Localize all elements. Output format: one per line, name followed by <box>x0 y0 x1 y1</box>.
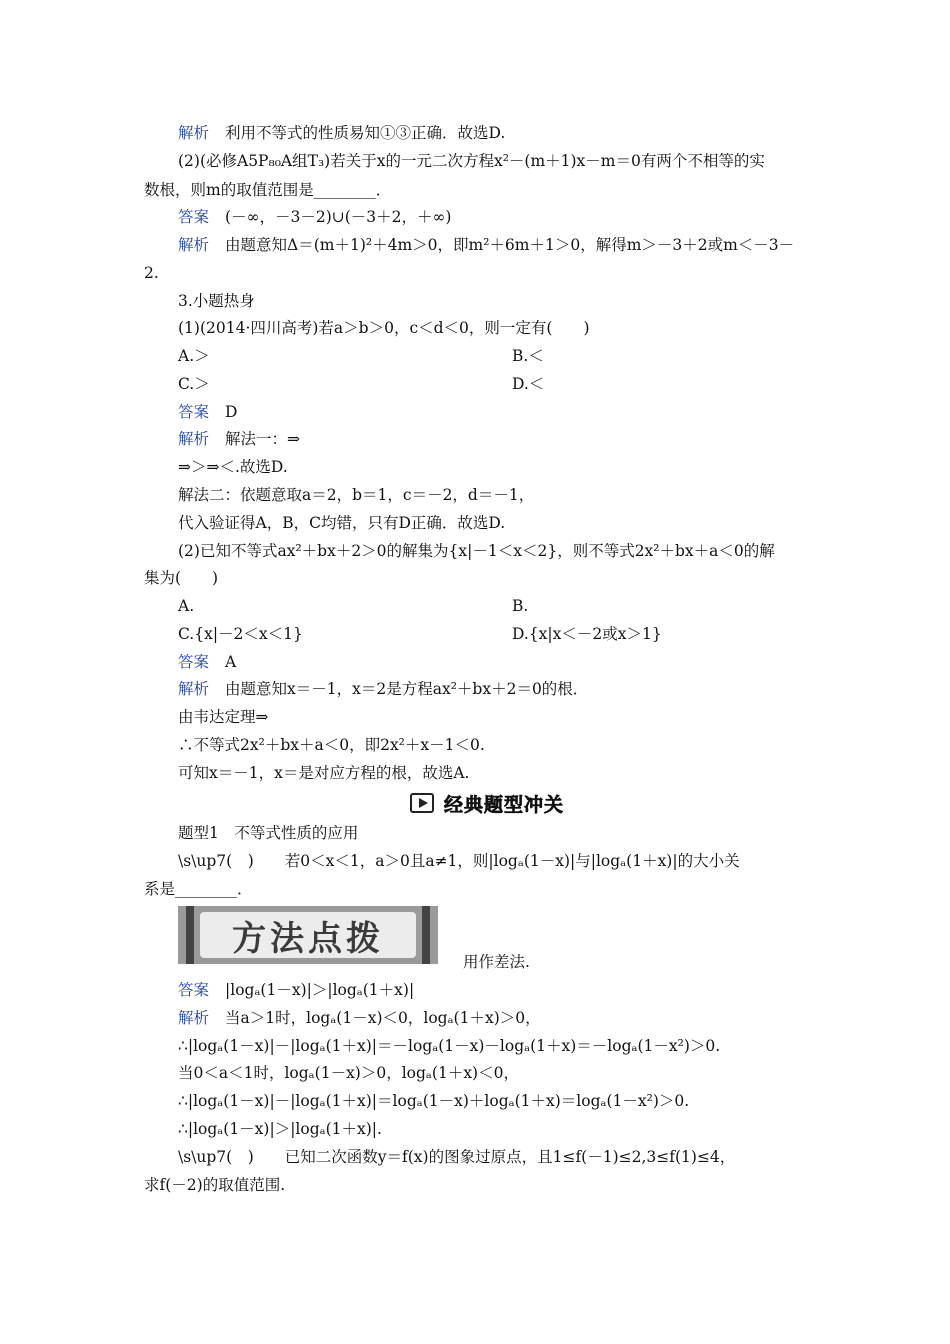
line-text: 由韦达定理⇒ <box>178 708 269 726</box>
text-line <box>178 652 236 672</box>
method-tip-label: 方法点拨 <box>232 918 384 959</box>
text-line <box>178 1008 541 1028</box>
label-tag: 答案 <box>178 653 210 671</box>
line-text: ∴|logₐ(1－x)|－|logₐ(1＋x)|＝－logₐ(1－x)－logₐ(1＋x)＝－logₐ(1－x²)＞0. <box>178 1037 721 1055</box>
line-text: 系是________． <box>144 880 253 898</box>
line-text: 题型1 不等式性质的应用 <box>178 824 359 842</box>
text-line <box>178 485 534 505</box>
line-text: 用作差法. <box>463 953 530 971</box>
line-text: A. <box>178 597 195 615</box>
option-d <box>512 374 544 394</box>
line-text: C.＞ <box>178 375 210 393</box>
text-line <box>178 1147 735 1167</box>
option-b <box>512 346 544 366</box>
line-text: 解法一：⇒ <box>225 430 301 448</box>
line-text: A.＞ <box>178 347 210 365</box>
text-line <box>178 513 505 533</box>
option-c <box>178 374 210 394</box>
text-line <box>144 263 159 283</box>
text-line <box>178 707 269 727</box>
line-text: D.＜ <box>512 375 545 393</box>
line-text: B. <box>512 597 529 615</box>
section-banner <box>410 790 564 816</box>
text-line <box>178 151 765 171</box>
line-text: C.{x|－2＜x＜1} <box>178 625 303 643</box>
line-text: 2. <box>144 264 159 282</box>
text-line <box>178 980 414 1000</box>
label-tag: 解析 <box>178 124 210 142</box>
text-line <box>178 1063 519 1083</box>
label-tag: 解析 <box>178 680 210 698</box>
text-line <box>178 429 300 449</box>
text-line <box>178 402 237 422</box>
label-tag: 解析 <box>178 430 210 448</box>
line-text: ∴|logₐ(1－x)|＞|logₐ(1＋x)|. <box>178 1120 382 1138</box>
line-text: 利用不等式的性质易知①③正确．故选D. <box>225 124 506 142</box>
label-tag: 答案 <box>178 208 210 226</box>
line-text: 数根，则m的取值范围是________． <box>144 181 392 199</box>
option-b <box>512 596 528 616</box>
line-text: A <box>225 653 237 671</box>
line-text: 可知x＝－1，x＝是对应方程的根，故选A. <box>178 764 470 782</box>
text-line <box>178 207 451 227</box>
line-text: \s\up7( ) 已知二次函数y＝f(x)的图象过原点，且1≤f(－1)≤2,3≤f(1)≤4， <box>178 1148 736 1166</box>
banner-bracket-right <box>422 906 430 964</box>
method-tip-inner <box>200 912 416 958</box>
line-text: D <box>225 403 238 421</box>
line-text: ⇒＞⇒＜.故选D. <box>178 458 288 476</box>
line-text: 求f(－2)的取值范围. <box>144 1176 286 1194</box>
text-line <box>144 568 218 588</box>
line-text: B.＜ <box>512 347 544 365</box>
line-text: (2)已知不等式ax²＋bx＋2＞0的解集为{x|－1＜x＜2}，则不等式2x²＋bx＋a＜0的解 <box>178 542 775 560</box>
text-line <box>144 180 391 200</box>
label-tag: 答案 <box>178 981 210 999</box>
text-line <box>178 1091 689 1111</box>
line-text: D.{x|x＜－2或x＞1} <box>512 625 662 643</box>
text-line <box>178 763 469 783</box>
label-tag: 答案 <box>178 403 210 421</box>
text-line <box>178 679 588 699</box>
text-line <box>178 457 288 477</box>
banner-title: 经典题型冲关 <box>444 793 565 816</box>
text-line <box>178 851 740 871</box>
text-line <box>178 318 590 338</box>
option-a <box>178 346 210 366</box>
line-text: 当a＞1时，logₐ(1－x)＜0，logₐ(1＋x)＞0， <box>225 1009 541 1027</box>
line-text: ∴不等式2x²＋bx＋a＜0，即2x²＋x－1＜0. <box>178 736 485 754</box>
text-line <box>178 123 505 143</box>
line-text: (2)(必修A5P₈₀A组T₃)若关于x的一元二次方程x²－(m＋1)x－m＝0有两个不相等的实 <box>178 152 765 170</box>
section-heading <box>178 823 358 843</box>
line-text: 当0＜a＜1时，logₐ(1－x)＞0，logₐ(1＋x)＜0， <box>178 1064 519 1082</box>
label-tag: 解析 <box>178 1009 210 1027</box>
option-d <box>512 624 662 644</box>
line-text: 3.小题热身 <box>178 292 255 310</box>
banner-bracket-left <box>186 906 194 964</box>
line-text: 由题意知Δ＝(m＋1)²＋4m＞0，即m²＋6m＋1＞0，解得m＞－3＋2或m＜－3－ <box>225 236 795 254</box>
line-text: (1)(2014·四川高考)若a＞b＞0，c＜d＜0，则一定有( ) <box>178 319 590 337</box>
play-icon <box>410 793 434 813</box>
text-line <box>178 735 485 755</box>
method-tip-banner <box>178 906 438 964</box>
text-line <box>178 541 775 561</box>
text-line <box>178 291 255 311</box>
line-text: 代入验证得A，B，C均错，只有D正确．故选D. <box>178 514 506 532</box>
line-text: 集为( ) <box>144 569 219 587</box>
option-c <box>178 624 303 644</box>
line-text: (－∞，－3－2)∪(－3＋2，＋∞) <box>225 208 452 226</box>
text-line <box>144 879 253 899</box>
text-line <box>144 1175 285 1195</box>
line-text: \s\up7( ) 若0＜x＜1，a＞0且a≠1，则|logₐ(1－x)|与|logₐ(1＋x)|的大小关 <box>178 852 740 870</box>
line-text: 由题意知x＝－1，x＝2是方程ax²＋bx＋2＝0的根． <box>225 680 589 698</box>
option-a <box>178 596 194 616</box>
text-line <box>178 1119 382 1139</box>
text-line <box>178 235 794 255</box>
line-text: |logₐ(1－x)|＞|logₐ(1＋x)| <box>225 981 415 999</box>
label-tag: 解析 <box>178 236 210 254</box>
line-text: 解法二：依题意取a＝2，b＝1，c＝－2，d＝－1， <box>178 486 535 504</box>
line-text: ∴|logₐ(1－x)|－|logₐ(1＋x)|＝logₐ(1－x)＋logₐ(1＋x)＝logₐ(1－x²)＞0. <box>178 1092 690 1110</box>
text-line <box>178 1036 720 1056</box>
text-line <box>463 952 530 972</box>
